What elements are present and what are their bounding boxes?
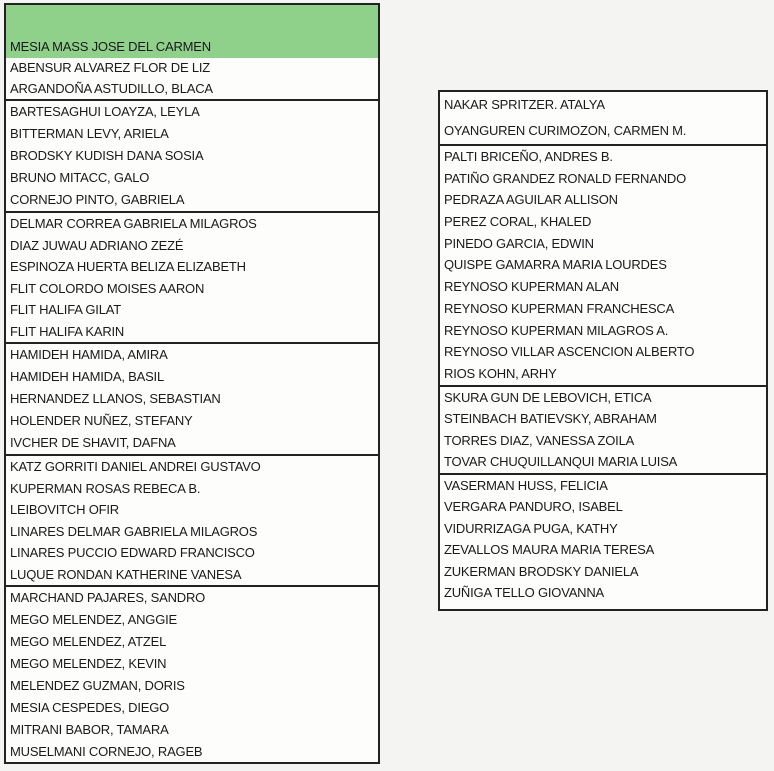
name-group <box>440 385 766 473</box>
name-entry: LUQUE RONDAN KATHERINE VANESA <box>10 566 242 582</box>
name-entry: IVCHER DE SHAVIT, DAFNA <box>10 435 176 450</box>
left-groups <box>6 58 378 763</box>
left-name-list <box>4 3 380 764</box>
name-entry: KATZ GORRITI DANIEL ANDREI GUSTAVO <box>10 459 261 474</box>
name-entry: STEINBACH BATIEVSKY, ABRAHAM <box>444 411 657 427</box>
name-entry: BRUNO MITACC, GALO <box>10 170 150 185</box>
name-entry: HAMIDEH HAMIDA, AMIRA <box>10 347 168 362</box>
name-entry: ZEVALLOS MAURA MARIA TERESA <box>444 542 655 558</box>
name-entry: MUSELMANI CORNEJO, RAGEB <box>10 744 203 759</box>
name-entry: PEDRAZA AGUILAR ALLISON <box>444 192 618 208</box>
name-entry: BITTERMAN LEVY, ARIELA <box>10 126 169 141</box>
right-name-list <box>438 90 768 611</box>
name-group <box>440 473 766 604</box>
name-entry: VASERMAN HUSS, FELICIA <box>444 477 608 493</box>
name-entry: HOLENDER NUÑEZ, STEFANY <box>10 413 193 428</box>
name-entry: MESIA CESPEDES, DIEGO <box>10 700 170 715</box>
name-entry: REYNOSO KUPERMAN MILAGROS A. <box>444 322 669 338</box>
name-entry: PEREZ CORAL, KHALED <box>444 214 592 230</box>
name-entry: PALTI BRICEÑO, ANDRES B. <box>444 149 613 164</box>
name-entry: LEIBOVITCH OFIR <box>10 502 119 517</box>
name-group <box>440 92 766 144</box>
name-entry: PATIÑO GRANDEZ RONALD FERNANDO <box>444 170 686 186</box>
name-entry: FLIT HALIFA KARIN <box>10 323 125 339</box>
highlighted-header-row <box>6 5 378 58</box>
name-group <box>440 144 766 385</box>
name-group <box>6 99 378 211</box>
name-entry: ABENSUR ALVAREZ FLOR DE LIZ <box>10 60 211 75</box>
name-entry: REYNOSO KUPERMAN ALAN <box>444 279 619 295</box>
name-entry: DIAZ JUWAU ADRIANO ZEZÉ <box>10 237 184 253</box>
name-entry: ZUÑIGA TELLO GIOVANNA <box>444 585 605 601</box>
name-entry: QUISPE GAMARRA MARIA LOURDES <box>444 257 667 273</box>
name-entry: MELENDEZ GUZMAN, DORIS <box>10 678 185 693</box>
name-group <box>6 211 378 342</box>
name-entry: LINARES PUCCIO EDWARD FRANCISCO <box>10 545 255 560</box>
name-entry: REYNOSO KUPERMAN FRANCHESCA <box>444 300 675 316</box>
name-entry: VERGARA PANDURO, ISABEL <box>444 499 623 515</box>
name-entry: TORRES DIAZ, VANESSA ZOILA <box>444 432 635 448</box>
name-entry: BARTESAGHUI LOAYZA, LEYLA <box>10 104 200 119</box>
name-entry: MEGO MELENDEZ, ATZEL <box>10 634 167 649</box>
name-entry: MEGO MELENDEZ, KEVIN <box>10 656 167 671</box>
name-group <box>6 454 378 585</box>
name-entry: ESPINOZA HUERTA BELIZA ELIZABETH <box>10 259 246 274</box>
name-group <box>6 585 378 763</box>
name-entry: LINARES DELMAR GABRIELA MILAGROS <box>10 523 258 539</box>
name-entry: OYANGUREN CURIMOZON, CARMEN M. <box>444 123 687 138</box>
name-entry: TOVAR CHUQUILLANQUI MARIA LUISA <box>444 454 678 470</box>
name-entry: RIOS KOHN, ARHY <box>444 365 557 381</box>
right-groups <box>440 92 766 604</box>
name-entry: BRODSKY KUDISH DANA SOSIA <box>10 148 204 163</box>
name-entry: ARGANDOÑA ASTUDILLO, BLACA <box>10 80 213 96</box>
name-entry: NAKAR SPRITZER. ATALYA <box>444 97 605 112</box>
name-entry: KUPERMAN ROSAS REBECA B. <box>10 480 201 496</box>
header-name: MESIA MASS JOSE DEL CARMEN <box>10 39 211 54</box>
name-group <box>6 58 378 99</box>
name-entry: VIDURRIZAGA PUGA, KATHY <box>444 520 618 536</box>
name-entry: DELMAR CORREA GABRIELA MILAGROS <box>10 216 257 231</box>
name-entry: REYNOSO VILLAR ASCENCION ALBERTO <box>444 344 695 360</box>
name-entry: MEGO MELENDEZ, ANGGIE <box>10 612 177 627</box>
name-entry: CORNEJO PINTO, GABRIELA <box>10 192 185 207</box>
name-entry: HERNANDEZ LLANOS, SEBASTIAN <box>10 391 221 406</box>
name-entry: MITRANI BABOR, TAMARA <box>10 722 169 737</box>
name-entry: ZUKERMAN BRODSKY DANIELA <box>444 563 639 579</box>
name-entry: SKURA GUN DE LEBOVICH, ETICA <box>444 389 652 405</box>
name-entry: HAMIDEH HAMIDA, BASIL <box>10 369 164 384</box>
name-entry: PINEDO GARCIA, EDWIN <box>444 235 594 251</box>
name-entry: FLIT COLORDO MOISES AARON <box>10 280 205 296</box>
name-group <box>6 342 378 454</box>
name-entry: MARCHAND PAJARES, SANDRO <box>10 590 206 605</box>
name-entry: FLIT HALIFA GILAT <box>10 302 121 317</box>
